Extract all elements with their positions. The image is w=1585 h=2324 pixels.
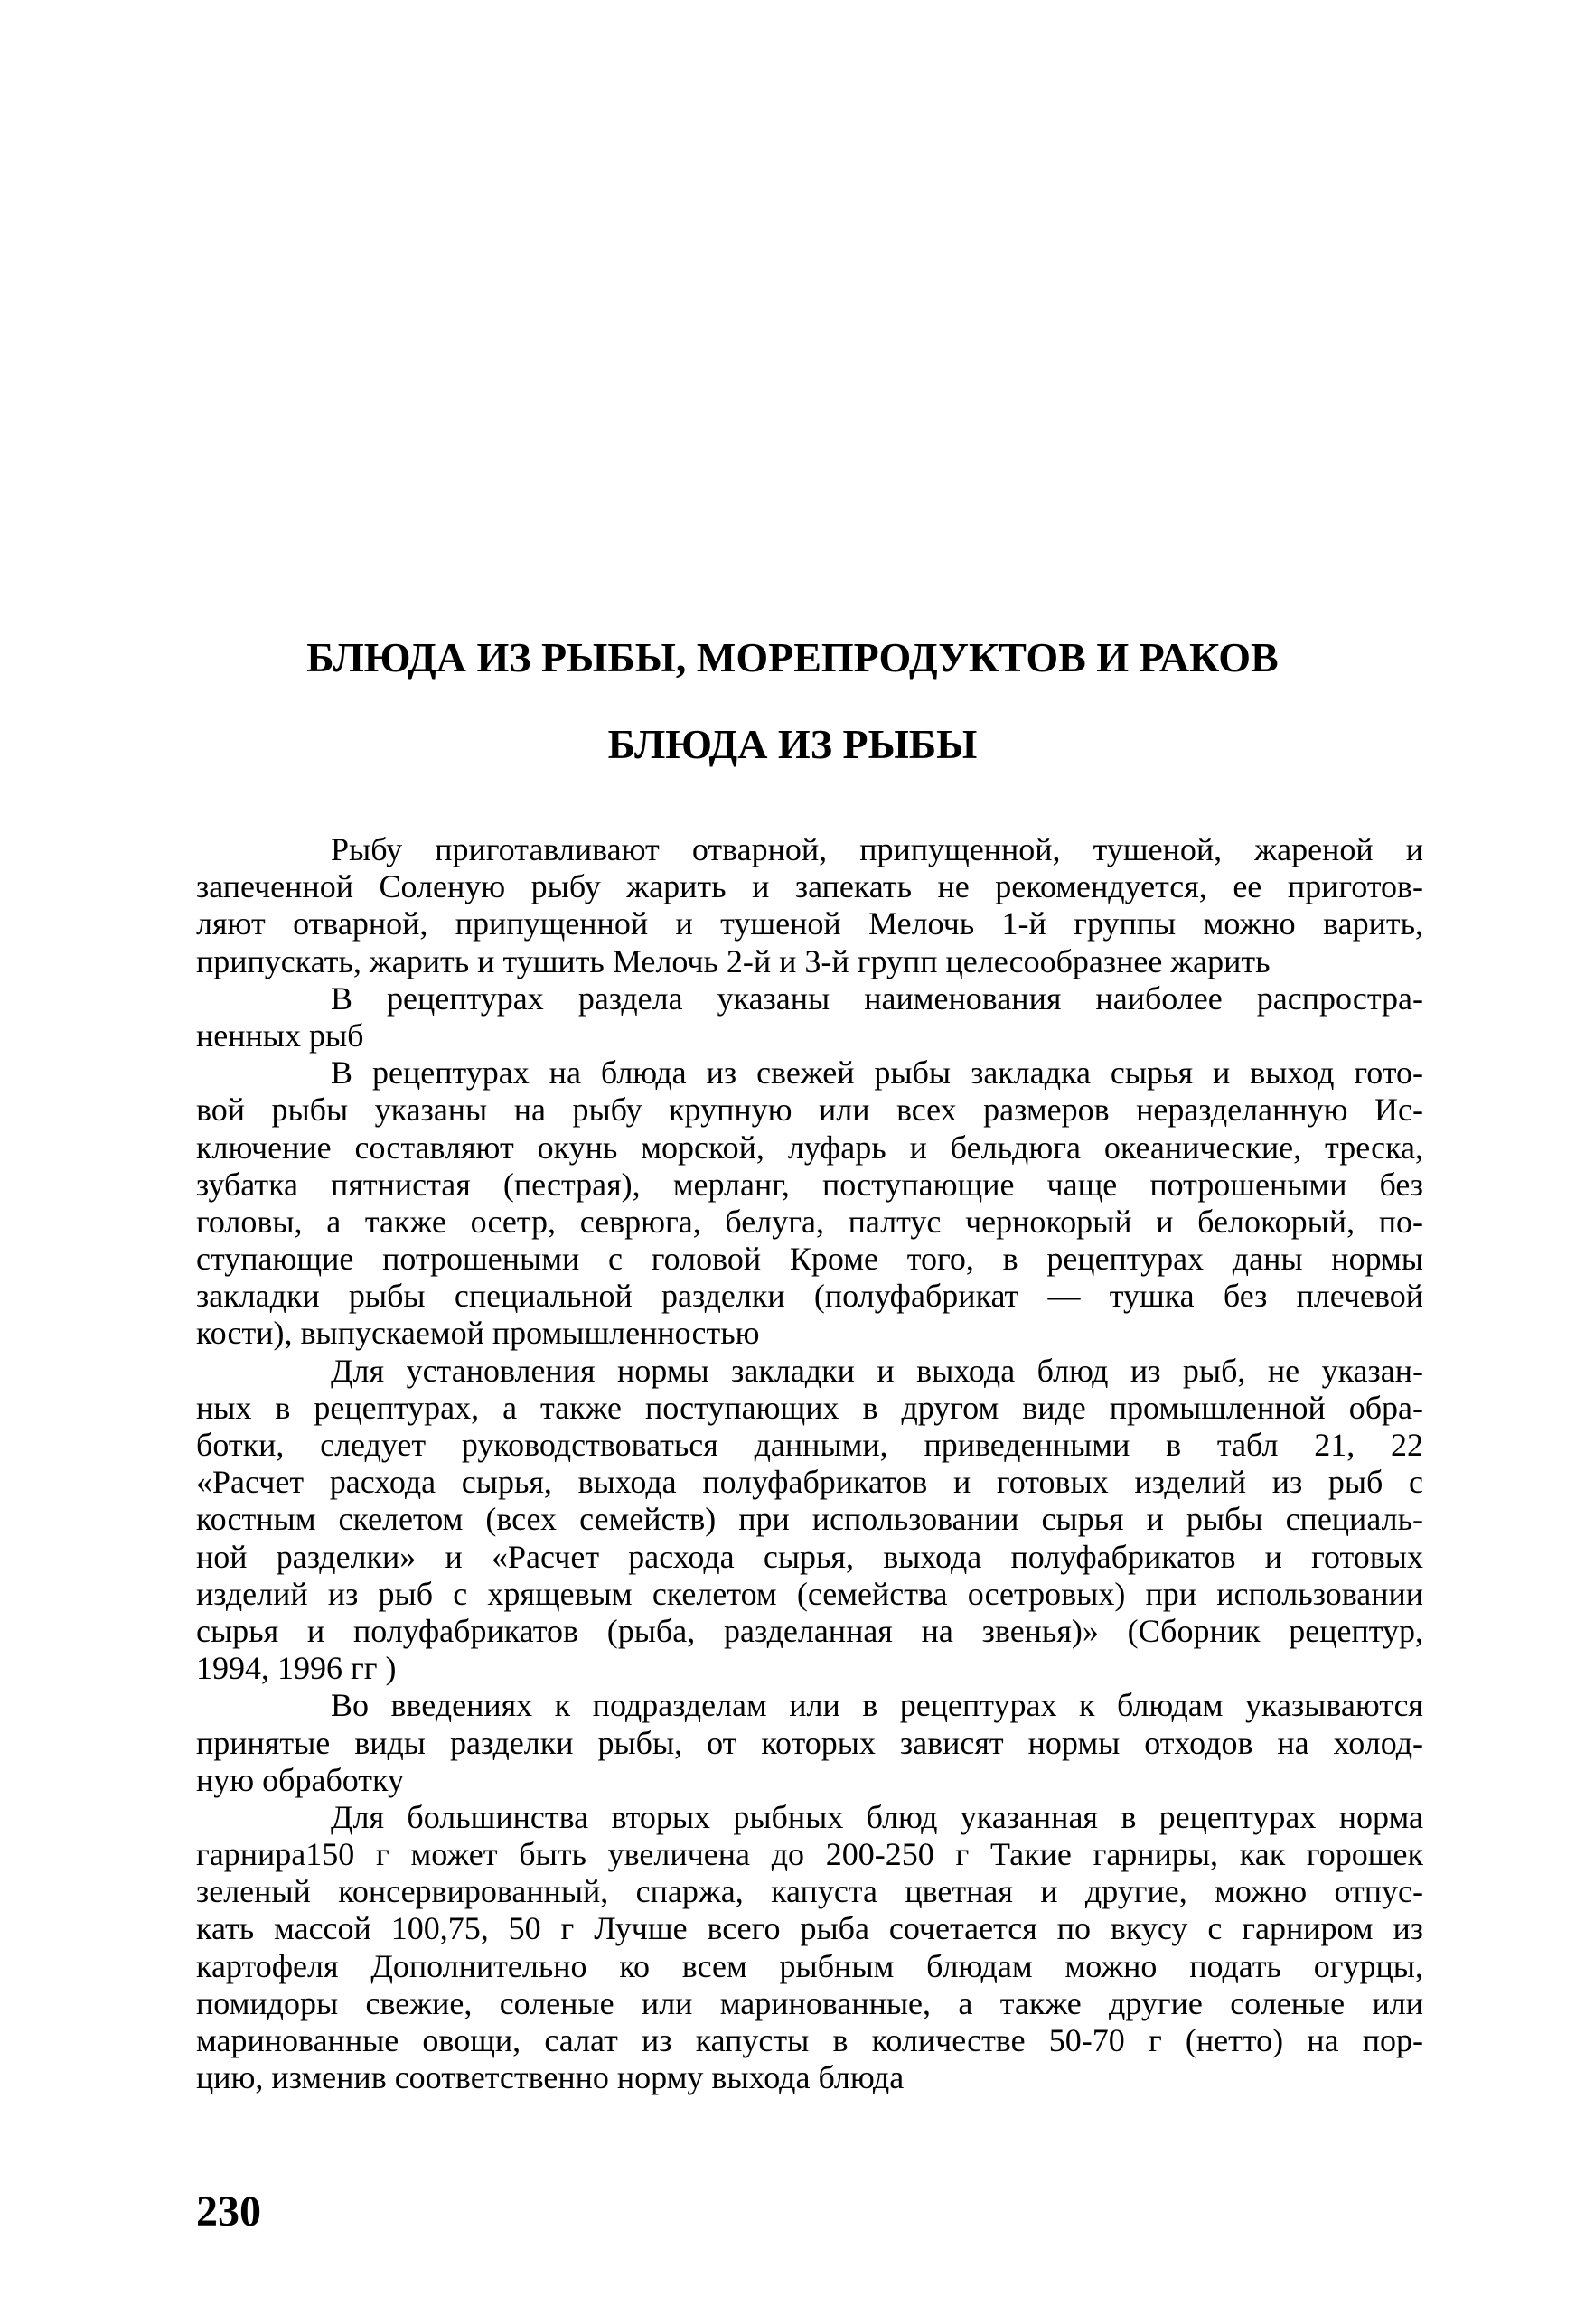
text-line: ляют отварной, припущенной и тушеной Мелочь 1-й группы можно варить, bbox=[196, 905, 1423, 942]
text-line: помидоры свежие, соленые или маринованные, а также другие соленые или bbox=[196, 1984, 1423, 2021]
text-line: В рецептурах на блюда из свежей рыбы закладка сырья и выход гото- bbox=[331, 1054, 1423, 1092]
text-line: закладки рыбы специальной разделки (полуфабрикат — тушка без плечевой bbox=[196, 1278, 1423, 1315]
text-line: сырья и полуфабрикатов (рыба, разделанная на звенья)» (Сборник рецептур, bbox=[196, 1612, 1423, 1649]
text-line: ную обработку bbox=[196, 1761, 405, 1798]
paragraph bbox=[196, 1054, 1423, 1353]
text-line: головы, а также осетр, севрюга, белуга, палтус чернокорый и белокорый, по- bbox=[196, 1203, 1423, 1240]
text-line: ботки, следует руководствоваться данными, приведенными в табл 21, 22 bbox=[196, 1427, 1423, 1463]
text-line: припускать, жарить и тушить Мелочь 2-й и 3-й групп целесообразнее жарить bbox=[196, 942, 1271, 979]
text-line: кать массой 100,75, 50 г Лучше всего рыба сочетается по вкусу с гарниром из bbox=[196, 1910, 1423, 1947]
text-line: зубатка пятнистая (пестрая), мерланг, поступающие чаще потрошеными без bbox=[196, 1166, 1423, 1203]
text-line: В рецептурах раздела указаны наименования наиболее распростра- bbox=[331, 979, 1423, 1017]
paragraph bbox=[196, 980, 1423, 1054]
text-line: ненных рыб bbox=[196, 1017, 364, 1054]
paragraph bbox=[196, 1799, 1423, 2097]
text-line: 1994, 1996 гг ) bbox=[196, 1650, 397, 1687]
text-line: Для большинства вторых рыбных блюд указанная в рецептурах норма bbox=[331, 1798, 1423, 1835]
text-line: Во введениях к подразделам или в рецептурах к блюдам указываются bbox=[331, 1687, 1423, 1724]
paragraph bbox=[196, 831, 1423, 980]
text-line: изделий из рыб с хрящевым скелетом (семейства осетровых) при использовании bbox=[196, 1575, 1423, 1612]
text-line: запеченной Соленую рыбу жарить и запекать не рекомендуется, ее приготов- bbox=[196, 868, 1423, 905]
text-line: гарнира150 г может быть увеличена до 200-250 г Такие гарниры, как горошек bbox=[196, 1836, 1423, 1873]
section-heading: БЛЮДА ИЗ РЫБЫ, МОРЕПРОДУКТОВ И РАКОВ bbox=[306, 634, 1279, 680]
page-number: 230 bbox=[196, 2188, 261, 2235]
text-line: картофеля Дополнительно ко всем рыбным блюдам можно подать огурцы, bbox=[196, 1947, 1423, 1984]
paragraph bbox=[196, 1687, 1423, 1799]
text-line: «Расчет расхода сырья, выхода полуфабрикатов и готовых изделий из рыб с bbox=[196, 1464, 1423, 1501]
text-line: ступающие потрошеными с головой Кроме того, в рецептурах даны нормы bbox=[196, 1241, 1423, 1278]
text-line: цию, изменив соответственно норму выхода блюда bbox=[196, 2059, 905, 2096]
body-text bbox=[196, 831, 1423, 2096]
subsection-heading: БЛЮДА ИЗ РЫБЫ bbox=[607, 721, 978, 767]
text-line: зеленый консервированный, спаржа, капуста цветная и другие, можно отпус- bbox=[196, 1873, 1423, 1910]
text-line: Рыбу приготавливают отварной, припущенной, тушеной, жареной и bbox=[331, 831, 1423, 867]
text-line: маринованные овощи, салат из капусты в количестве 50-70 г (нетто) на пор- bbox=[196, 2022, 1423, 2058]
paragraph bbox=[196, 1353, 1423, 1688]
text-line: ных в рецептурах, а также поступающих в другом виде промышленной обра- bbox=[196, 1389, 1423, 1426]
text-line: вой рыбы указаны на рыбу крупную или всех размеров неразделанную Ис- bbox=[196, 1092, 1423, 1129]
text-line: ключение составляют окунь морской, луфарь и бельдюга океанические, треска, bbox=[196, 1129, 1423, 1166]
text-line: костным скелетом (всех семейств) при использовании сырья и рыбы специаль- bbox=[196, 1501, 1423, 1538]
text-line: кости), выпускаемой промышленностью bbox=[196, 1315, 760, 1352]
text-line: ной разделки» и «Расчет расхода сырья, выхода полуфабрикатов и готовых bbox=[196, 1538, 1423, 1575]
text-line: Для установления нормы закладки и выхода блюд из рыб, не указан- bbox=[331, 1352, 1423, 1389]
text-line: принятые виды разделки рыбы, от которых зависят нормы отходов на холод- bbox=[196, 1724, 1423, 1761]
